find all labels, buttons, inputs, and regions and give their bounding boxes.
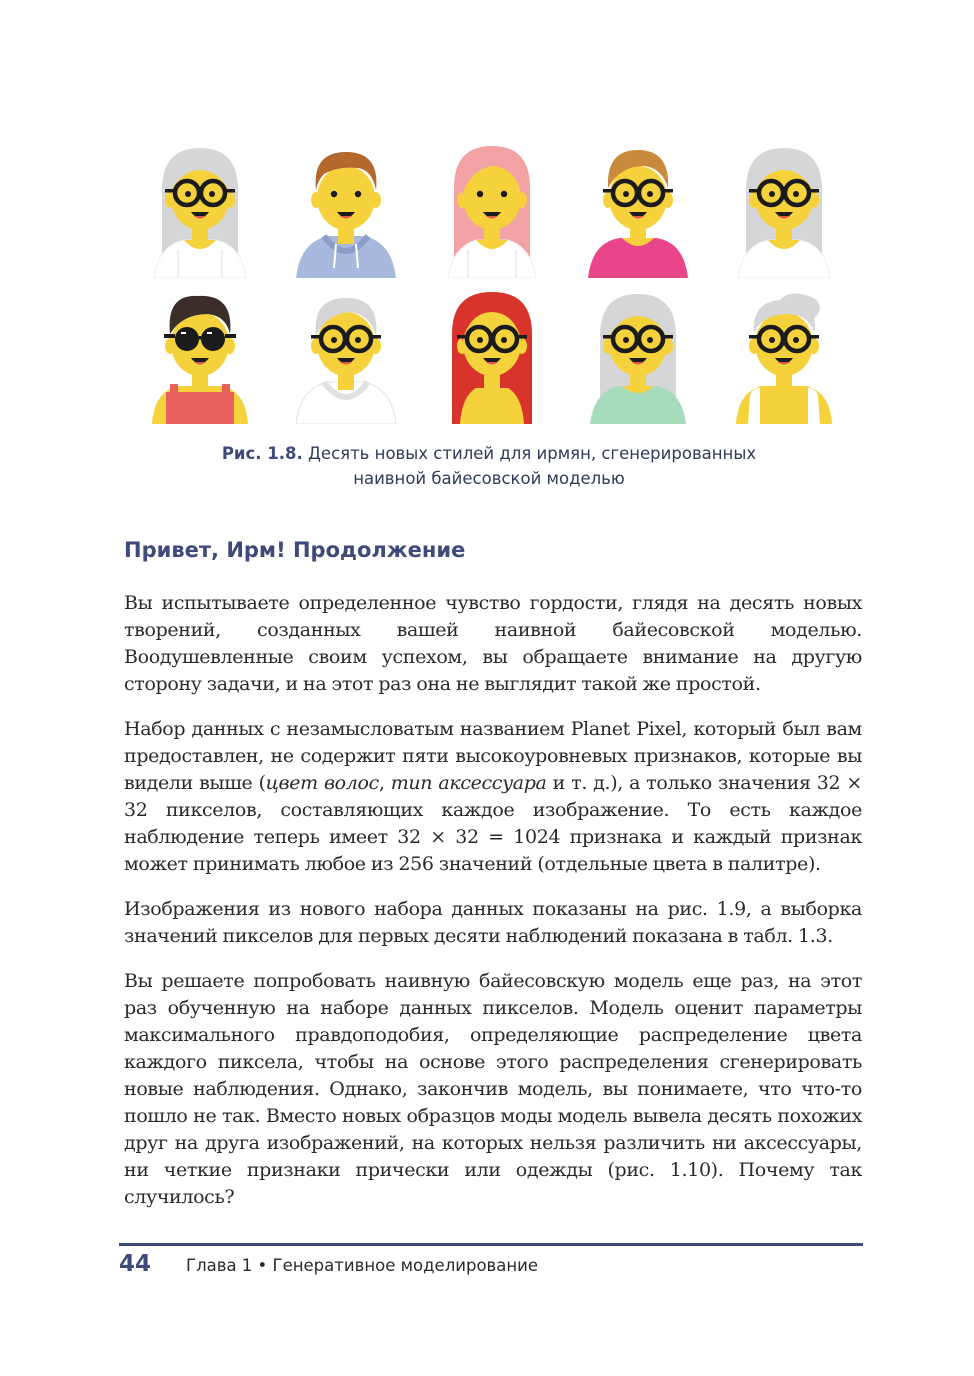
paragraph-2-italic-2: тип аксессуара (390, 772, 547, 794)
paragraph-2 (124, 716, 862, 878)
avatar-long-pink (440, 142, 544, 278)
page-number: 44 (119, 1251, 152, 1277)
paragraph-2-part-a: Набор данных с незамысловатым названием Planet Pixel, который был вам предоставлен, не содержит пяти высокоуровневых признаков, которые вы видели выше ( (124, 718, 862, 794)
avatar-long-gray-glasses-2 (732, 142, 836, 278)
avatar-long-red-glasses (440, 288, 544, 424)
figure-grid (148, 142, 838, 424)
avatar-short-brown-glasses-pink (586, 142, 690, 278)
avatar-short-dark-sunglasses (148, 288, 252, 424)
paragraph-1: Вы испытываете определенное чувство гордости, глядя на десять новых творений, созданных вашей наивной байесовской моделью. Воодушевленные своим успехом, вы обращаете внимание на другую сторону задачи, и на этот раз она не выглядит такой же простой. (124, 592, 862, 695)
avatar-short-gray-hoodie (294, 288, 398, 424)
figure-caption (200, 441, 778, 491)
avatar-short-brown-hoodie (294, 142, 398, 278)
caption-label: Рис. 1.8. (221, 444, 303, 463)
footer-rule (119, 1243, 863, 1246)
paragraph-3: Изображения из нового набора данных показаны на рис. 1.9, а выборка значений пикселов для первых десяти наблюдений показана в табл. 1.3. (124, 898, 862, 947)
paragraph-2-part-c: и т. д.), а только значения 32 × 32 пикселов, составляющих каждое изображение. То есть каждое наблюдение теперь имеет 32 × 32 = 1024 признака и каждый признак может принимать любое из 256 значений (отдельные цвета в палитре). (124, 772, 862, 875)
paragraph-4: Вы решаете попробовать наивную байесовскую модель еще раз, на этот раз обученную на наборе данных пикселов. Модель оценит параметры максимального правдоподобия, определяющие распределение цвета каждого пиксела, чтобы на основе этого распределения сгенерировать новые наблюдения. Однако, закончив модель, вы понимаете, что что-то пошло не так. Вместо новых образцов моды модель вывела десять похожих друг на друга изображений, на которых нельзя различить ни аксессуары, ни четкие признаки прически или одежды (рис. 1.10). Почему так случилось? (124, 970, 862, 1208)
caption-text: Десять новых стилей для ирмян, сгенерированных наивной байесовской моделью (308, 444, 757, 488)
running-head: Глава 1 • Генеративное моделирование (186, 1256, 539, 1275)
section-heading: Привет, Ирм! Продолжение (124, 538, 466, 562)
paragraph-2-italic-1: цвет волос (265, 772, 379, 794)
avatar-long-gray-glasses (148, 142, 252, 278)
avatar-gray-quiff (732, 288, 836, 424)
paragraph-2-part-b: , (378, 772, 391, 794)
avatar-long-gray-green (586, 288, 690, 424)
